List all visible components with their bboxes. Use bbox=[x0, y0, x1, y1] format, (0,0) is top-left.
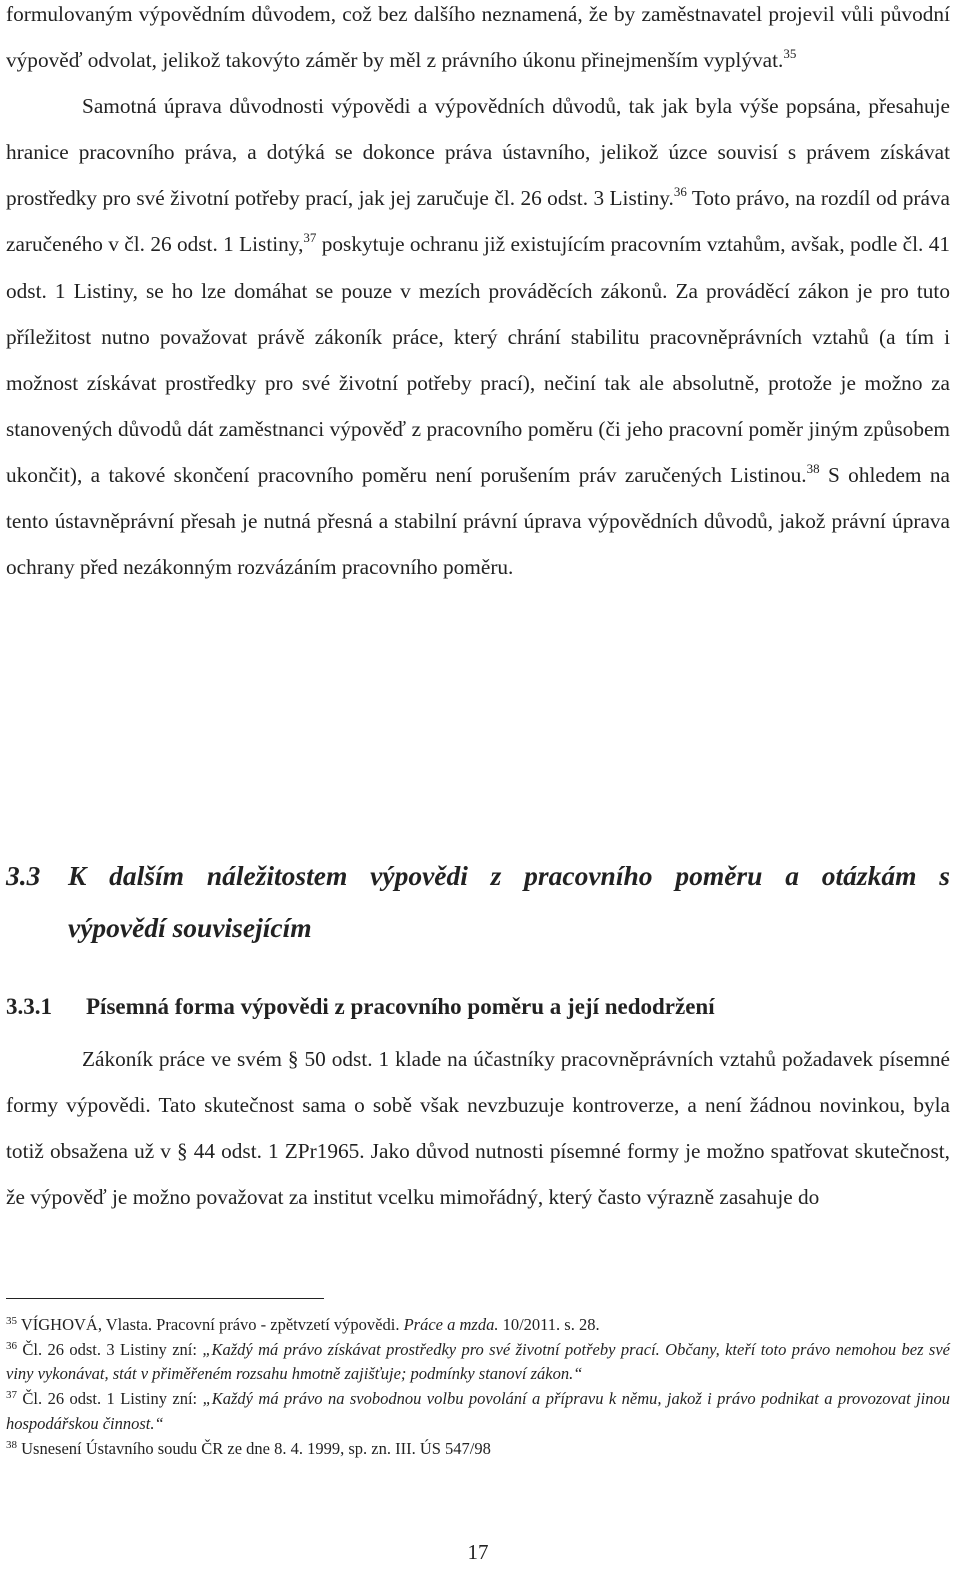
footnote-text: VÍGHOVÁ, Vlasta. Pracovní právo - zpětvzetí výpovědi. bbox=[17, 1315, 404, 1334]
footnote-text: 10/2011. s. 28. bbox=[498, 1315, 600, 1334]
footnote-divider bbox=[6, 1298, 324, 1299]
paragraph-2-text-b: Toto právo, na rozdíl od práva zaručeného v čl. 26 odst. 1 Listiny, bbox=[6, 186, 950, 257]
paragraph-continued bbox=[6, 0, 950, 590]
paragraph-2-text-c: poskytuje ochranu již existujícím pracovním vztahům, avšak, podle čl. 41 odst. 1 Listiny, se ho lze domáhat se pouze v mezích prováděcích zákonů. Za prováděcí zákon je pro tuto příležitost nutno považovat právě zákoník práce, který chrání stabilitu pracovněprávních vztahů (a tím i možnost získávat prostředky pro své životní potřeby prací), nečiní tak ale absolutně, protože je možno za stanovených důvodů dát zaměstnanci výpověď z pracovního poměru (či jeho pracovní poměr jiným způsobem ukončit), a takové skončení pracovního poměru není porušením práv zaručených Listinou. bbox=[6, 232, 950, 487]
footnote-italic-text: Práce a mzda. bbox=[403, 1315, 499, 1334]
footnote-text: Usnesení Ústavního soudu ČR ze dne 8. 4. 1999, sp. zn. III. ÚS 547/98 bbox=[17, 1438, 491, 1458]
footnote-ref-37: 37 bbox=[303, 230, 317, 246]
paragraph-3-wrap bbox=[6, 1036, 950, 1220]
footnote-number: 38 bbox=[6, 1438, 17, 1451]
footnote-ref-38: 38 bbox=[806, 460, 820, 476]
paragraph-1 bbox=[6, 0, 950, 83]
footnote-number: 35 bbox=[6, 1315, 17, 1327]
footnote-37 bbox=[6, 1387, 950, 1436]
subsection-number: 3.3.1 bbox=[6, 994, 52, 1019]
footnote-ref-35: 35 bbox=[783, 46, 797, 62]
paragraph-2 bbox=[6, 83, 950, 590]
footnotes bbox=[6, 1313, 950, 1461]
paragraph-3: Zákoník práce ve svém § 50 odst. 1 klade na účastníky pracovněprávních vztahů požadavek písemné formy výpovědi. Tato skutečnost sama o sobě však nevzbuzuje kontroverze, a není žádnou novinkou, byla totiž obsažena už v § 44 odst. 1 ZPr1965. Jako důvod nutnosti písemné formy je možno spatřovat skutečnost, že výpověď je možno považovat za institut vcelku mimořádný, který často výrazně zasahuje do bbox=[6, 1047, 950, 1210]
footnote-number: 36 bbox=[6, 1339, 17, 1352]
section-title-line-1: K dalším náležitostem výpovědi z pracovního poměru a otázkám s bbox=[68, 860, 950, 891]
footnote-38 bbox=[6, 1437, 950, 1462]
section-number: 3.3 bbox=[6, 860, 41, 891]
footnote-36 bbox=[6, 1338, 950, 1387]
paragraph-1-text: formulovaným výpovědním důvodem, což bez dalšího neznamená, že by zaměstnavatel projevil vůli původní výpověď odvolat, jelikož takovýto záměr by měl z právního úkonu přinejmenším vyplývat. bbox=[6, 2, 950, 73]
footnote-number: 37 bbox=[6, 1389, 17, 1402]
paragraph-2-text-d: S ohledem na tento ústavněprávní přesah je nutná přesná a stabilní právní úprava výpovědních důvodů, jakož právní úprava ochrany před nezákonným rozvázáním pracovního poměru. bbox=[6, 462, 950, 580]
footnote-italic-text: „Každý má právo na svobodnou volbu povolání a přípravu k němu, jakož i právo podnikat a provozovat jinou hospodářskou činnost.“ bbox=[6, 1389, 951, 1433]
footnote-text: Čl. 26 odst. 3 Listiny zní: bbox=[17, 1339, 203, 1359]
footnote-35 bbox=[6, 1313, 950, 1338]
paragraph-2-text-a: Samotná úprava důvodnosti výpovědi a výpovědních důvodů, tak jak byla výše popsána, přesahuje hranice pracovního práva, a dotýká se dokonce práva ústavního, jelikož úzce souvisí s právem získávat prostředky pro své životní potřeby prací, jak jej zaručuje čl. 26 odst. 3 Listiny. bbox=[6, 94, 950, 211]
section-title-line-2: výpovědí souvisejícím bbox=[68, 912, 312, 943]
subsection-title: Písemná forma výpovědi z pracovního poměru a její nedodržení bbox=[86, 994, 715, 1019]
page-number: 17 bbox=[467, 1540, 489, 1564]
footnote-italic-text: „Každý má právo získávat prostředky pro své životní potřeby prací. Občany, kteří toto právo nemohou bez své viny vykonávat, stát v přiměřeném rozsahu hmotně zajišťuje; podmínky stanoví zákon.“ bbox=[6, 1339, 950, 1384]
footnote-text: Čl. 26 odst. 1 Listiny zní: bbox=[17, 1389, 203, 1409]
footnote-ref-36: 36 bbox=[673, 184, 687, 200]
